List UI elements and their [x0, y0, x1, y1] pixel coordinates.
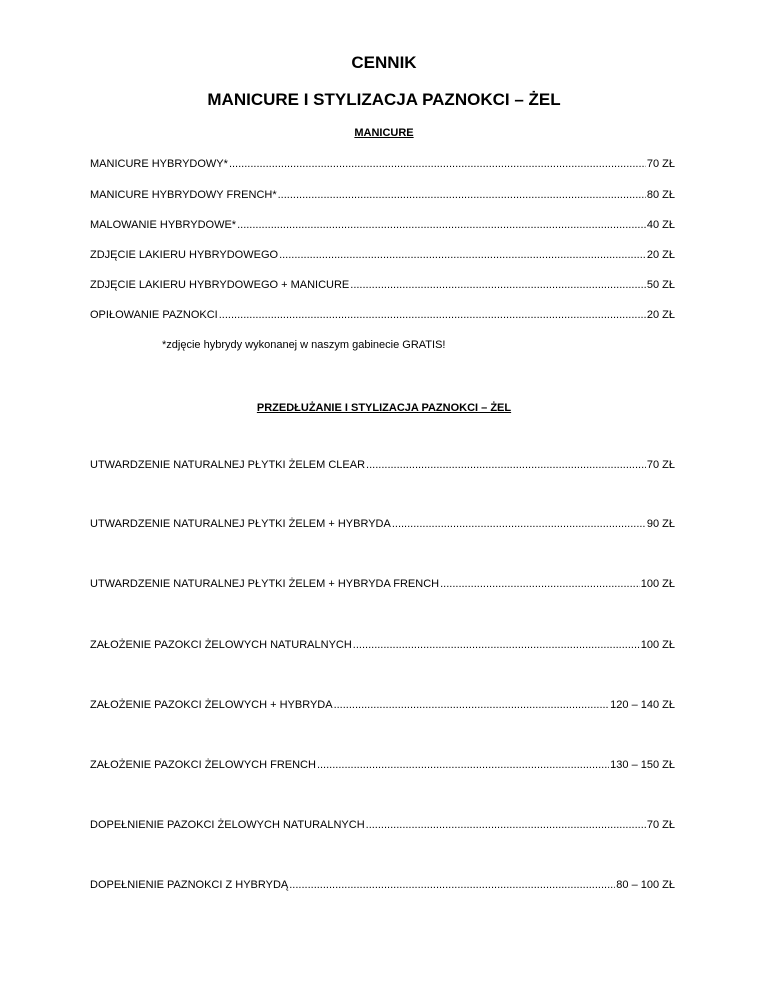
- price-row: [90, 698, 675, 712]
- price-row: [90, 638, 675, 652]
- service-name: ZAŁOŻENIE PAZOKCI ŻELOWYCH FRENCH: [90, 759, 316, 771]
- price-row: [90, 248, 675, 262]
- service-name: ZAŁOŻENIE PAZOKCI ŻELOWYCH + HYBRYDA: [90, 699, 333, 711]
- section-heading-manicure: MANICURE: [354, 127, 414, 139]
- service-price: 100 ZŁ: [640, 639, 675, 651]
- dot-leader: [289, 878, 615, 892]
- price-row: [90, 818, 675, 832]
- dot-leader: [219, 308, 646, 322]
- price-row: [90, 458, 675, 472]
- service-name: DOPEŁNIENIE PAZNOKCI Z HYBRYDĄ: [90, 879, 289, 891]
- price-row: [90, 517, 675, 531]
- page-subtitle: MANICURE I STYLIZACJA PAZNOKCI – ŻEL: [207, 90, 561, 109]
- dot-leader: [366, 458, 646, 472]
- section-heading-extension: PRZEDŁUŻANIE I STYLIZACJA PAZNOKCI – ŻEL: [256, 402, 512, 414]
- price-row: [90, 577, 675, 591]
- dot-leader: [317, 758, 609, 772]
- dot-leader: [278, 188, 646, 202]
- service-name: MANICURE HYBRYDOWY FRENCH*: [90, 189, 277, 201]
- dot-leader: [353, 638, 640, 652]
- service-name: MANICURE HYBRYDOWY*: [90, 158, 228, 170]
- price-row: [90, 878, 675, 892]
- dot-leader: [366, 818, 646, 832]
- service-price: 80 ZŁ: [646, 189, 675, 201]
- service-name: DOPEŁNIENIE PAZOKCI ŻELOWYCH NATURALNYCH: [90, 819, 365, 831]
- dot-leader: [279, 248, 646, 262]
- dot-leader: [392, 517, 646, 531]
- service-price: 50 ZŁ: [646, 279, 675, 291]
- service-name: UTWARDZENIE NATURALNEJ PŁYTKI ŻELEM + HYBRYDA FRENCH: [90, 578, 440, 590]
- service-name: ZDJĘCIE LAKIERU HYBRYDOWEGO + MANICURE: [90, 279, 350, 291]
- service-name: ZDJĘCIE LAKIERU HYBRYDOWEGO: [90, 249, 279, 261]
- price-row: [90, 218, 675, 232]
- dot-leader: [237, 218, 646, 232]
- service-price: 40 ZŁ: [646, 219, 675, 231]
- page-title: CENNIK: [351, 53, 417, 72]
- dot-leader: [334, 698, 610, 712]
- footnote: *zdjęcie hybrydy wykonanej w naszym gabinecie GRATIS!: [162, 339, 446, 351]
- service-price: 70 ZŁ: [646, 819, 675, 831]
- service-price: 70 ZŁ: [646, 459, 675, 471]
- dot-leader: [350, 278, 646, 292]
- price-row: [90, 157, 675, 171]
- service-name: ZAŁOŻENIE PAZOKCI ŻELOWYCH NATURALNYCH: [90, 639, 352, 651]
- service-price: 20 ZŁ: [646, 309, 675, 321]
- service-name: UTWARDZENIE NATURALNEJ PŁYTKI ŻELEM CLEAR: [90, 459, 366, 471]
- price-row: [90, 758, 675, 772]
- service-name: UTWARDZENIE NATURALNEJ PŁYTKI ŻELEM + HYBRYDA: [90, 518, 391, 530]
- dot-leader: [229, 157, 646, 171]
- price-row: [90, 188, 675, 202]
- dot-leader: [440, 577, 640, 591]
- service-name: OPIŁOWANIE PAZNOKCI: [90, 309, 218, 321]
- service-price: 100 ZŁ: [640, 578, 675, 590]
- service-price: 90 ZŁ: [646, 518, 675, 530]
- service-price: 20 ZŁ: [646, 249, 675, 261]
- service-name: MALOWANIE HYBRYDOWE*: [90, 219, 237, 231]
- service-price: 80 – 100 ZŁ: [616, 879, 675, 891]
- service-price: 130 – 150 ZŁ: [610, 759, 675, 771]
- price-row: [90, 278, 675, 292]
- price-row: [90, 308, 675, 322]
- service-price: 70 ZŁ: [646, 158, 675, 170]
- service-price: 120 – 140 ZŁ: [610, 699, 675, 711]
